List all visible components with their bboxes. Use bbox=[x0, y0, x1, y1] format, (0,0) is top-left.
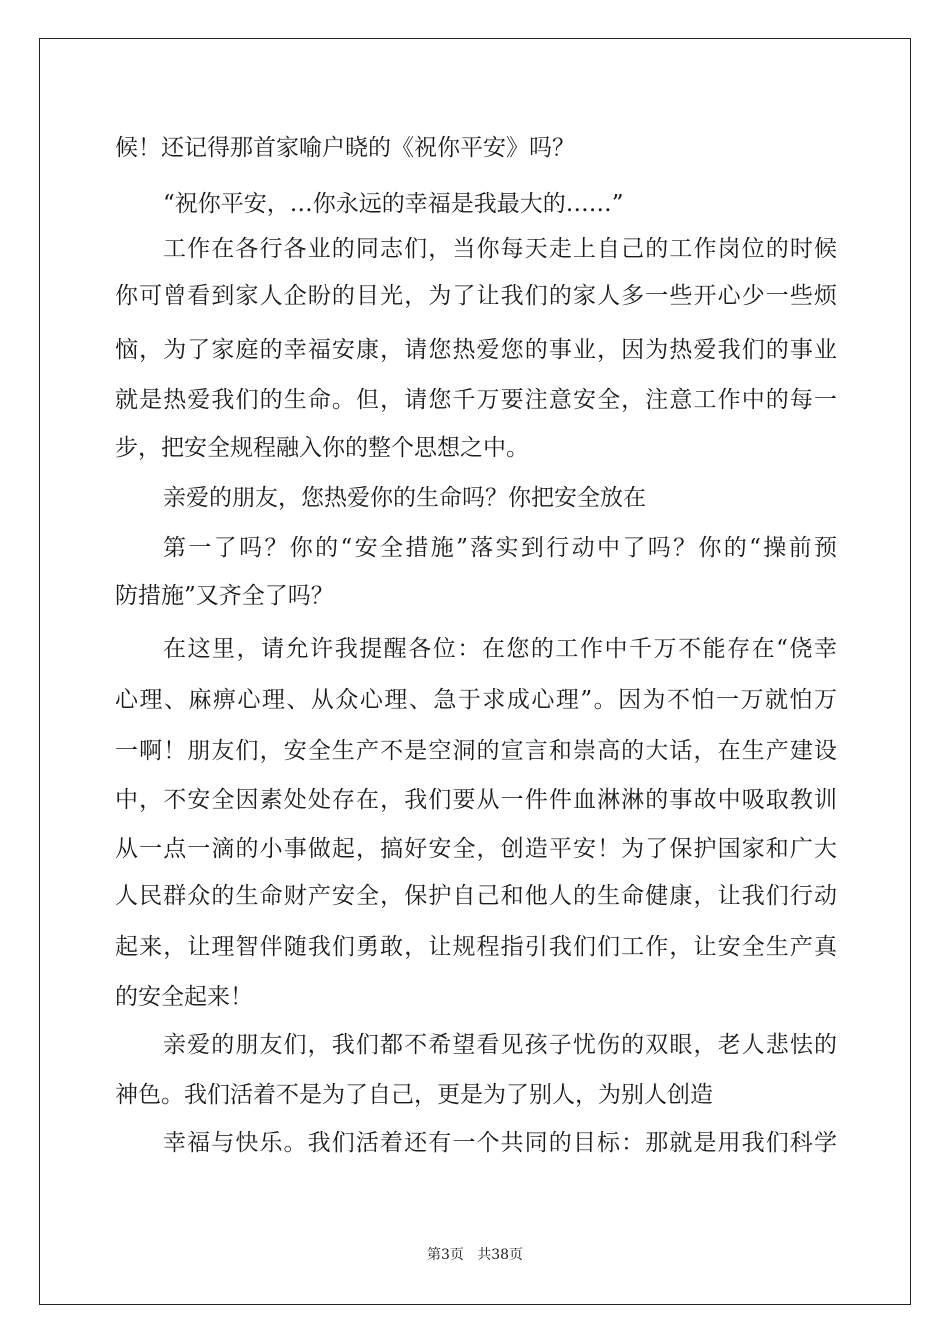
page-number-footer: 第3页 共38页 bbox=[426, 1247, 524, 1263]
text-line: 第一了吗？你的“安全措施”落实到行动中了吗？你的“操前预 bbox=[163, 535, 837, 561]
text-line: 人民群众的生命财产安全，保护自己和他人的生命健康，让我们行动 bbox=[115, 883, 837, 909]
text-line: 亲爱的朋友们，我们都不希望看见孩子忧伤的双眼，老人悲怯的 bbox=[163, 1032, 837, 1058]
text-line: 起来，让理智伴随我们勇敢，让规程指引我们们工作，让安全生产真 bbox=[115, 934, 837, 960]
text-line: 从一点一滴的小事做起，搞好安全，创造平安！为了保护国家和广大 bbox=[115, 836, 837, 862]
text-line: 候！还记得那首家喻户晓的《祝你平安》吗？ bbox=[115, 135, 575, 161]
text-line: 心理、麻痹心理、从众心理、急于求成心理”。因为不怕一万就怕万 bbox=[115, 687, 837, 713]
text-line: 步，把安全规程融入你的整个思想之中。 bbox=[115, 435, 529, 461]
text-line: 在这里，请允许我提醒各位：在您的工作中千万不能存在“侥幸 bbox=[163, 636, 837, 662]
text-line: 幸福与快乐。我们活着还有一个共同的目标：那就是用我们科学 bbox=[163, 1130, 837, 1156]
text-line: 中，不安全因素处处存在，我们要从一件件血淋淋的事故中吸取教训 bbox=[115, 787, 837, 813]
text-line: “祝你平安，…你永远的幸福是我最大的……” bbox=[163, 191, 624, 217]
text-line: 亲爱的朋友，您热爱你的生命吗？你把安全放在 bbox=[163, 485, 646, 511]
text-line: 防措施”又齐全了吗？ bbox=[115, 583, 334, 609]
text-line: 工作在各行各业的同志们，当你每天走上自己的工作岗位的时候 bbox=[163, 236, 837, 262]
text-line: 一啊！朋友们，安全生产不是空洞的宣言和崇高的大话，在生产建设 bbox=[115, 738, 837, 764]
text-line: 恼，为了家庭的幸福安康，请您热爱您的事业，因为热爱我们的事业 bbox=[115, 337, 837, 363]
text-line: 神色。我们活着不是为了自己，更是为了别人，为别人创造 bbox=[115, 1082, 713, 1108]
text-line: 你可曾看到家人企盼的目光，为了让我们的家人多一些开心少一些烦 bbox=[115, 283, 837, 309]
text-line: 就是热爱我们的生命。但，请您千万要注意安全，注意工作中的每一 bbox=[115, 387, 837, 413]
text-line: 的安全起来！ bbox=[115, 984, 253, 1010]
